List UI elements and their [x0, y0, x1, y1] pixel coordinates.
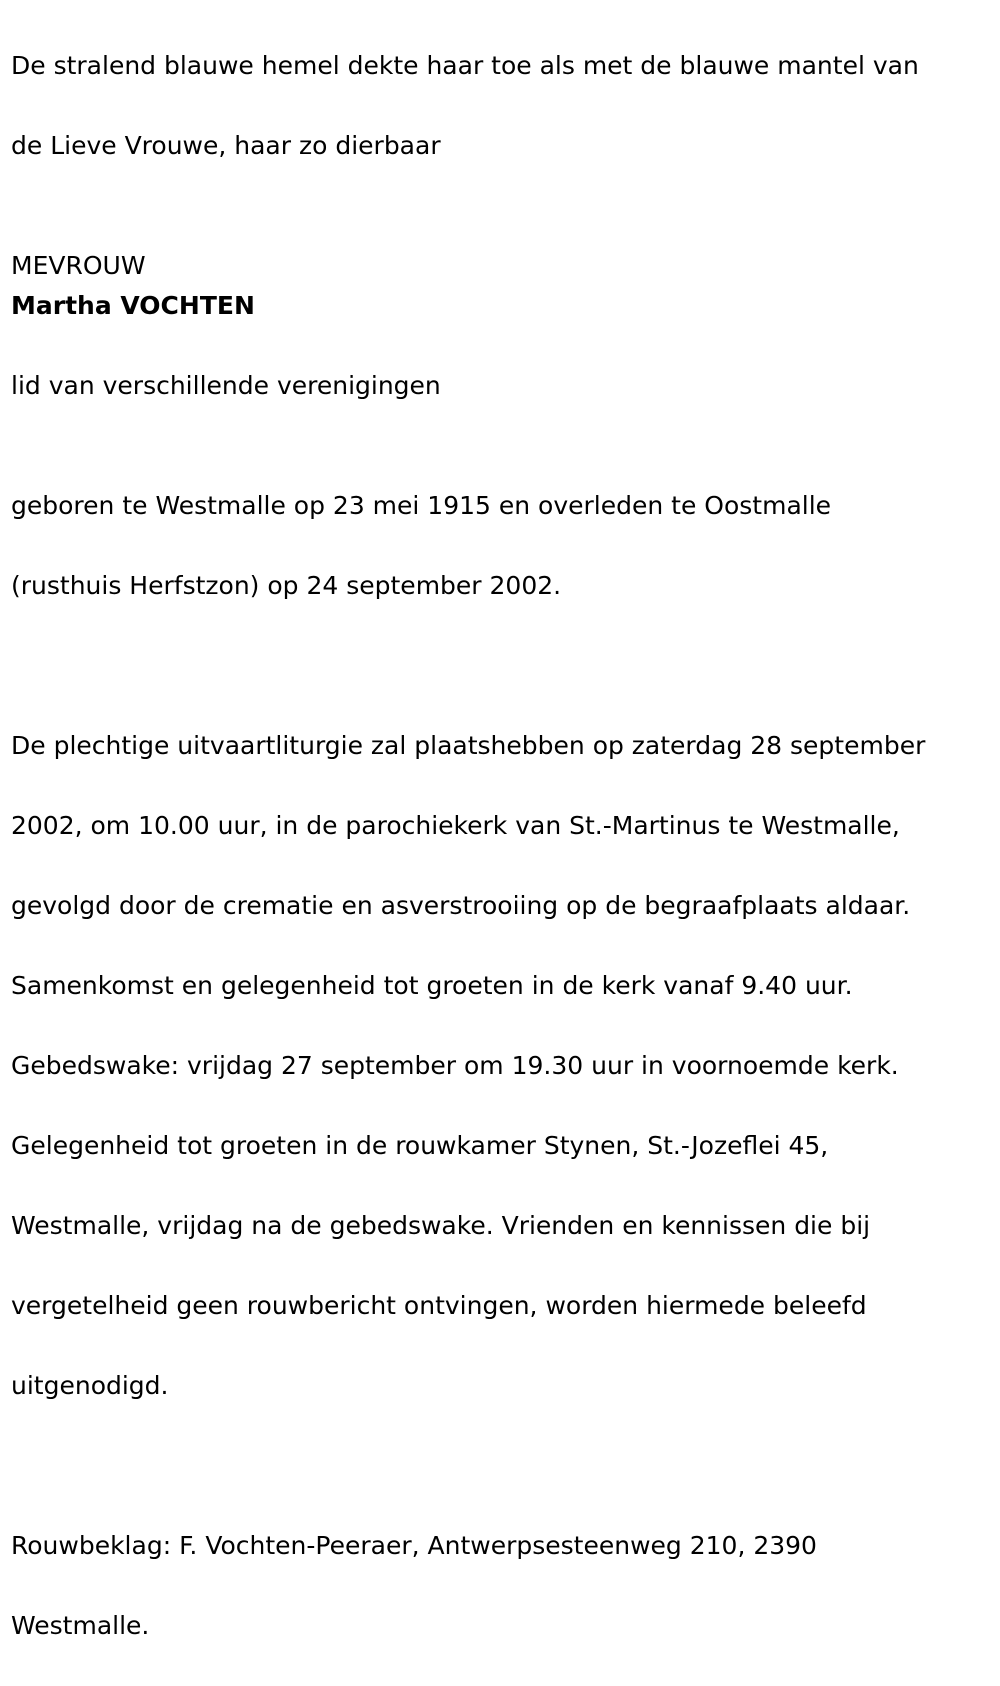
honorific: MEVROUW: [11, 251, 146, 280]
funeral-line: gevolgd door de crematie en asverstrooiing op de begraafplaats aldaar.: [11, 891, 911, 920]
membership-line: lid van verschillende verenigingen: [11, 371, 441, 400]
spacer: [11, 406, 991, 446]
mourning-address-line: Westmalle.: [11, 1611, 150, 1640]
spacer: [11, 206, 991, 246]
birth-death-paragraph: [11, 446, 991, 646]
funeral-line: De plechtige uitvaartliturgie zal plaatshebben op zaterdag 28 september: [11, 731, 926, 760]
funeral-line: Samenkomst en gelegenheid tot groeten in de kerk vanaf 9.40 uur.: [11, 971, 853, 1000]
spacer: [11, 1446, 991, 1486]
obituary-document: [11, 6, 991, 1686]
spacer: [11, 646, 991, 686]
funeral-line: vergetelheid geen rouwbericht ontvingen, worden hiermede beleefd: [11, 1291, 867, 1320]
funeral-line: uitgenodigd.: [11, 1371, 169, 1400]
birth-death-line: (rusthuis Herfstzon) op 24 september 2002.: [11, 571, 562, 600]
mourning-address-line: Rouwbeklag: F. Vochten-Peeraer, Antwerpsesteenweg 210, 2390: [11, 1531, 817, 1560]
deceased-name: Martha VOCHTEN: [11, 291, 255, 320]
mourning-address-paragraph: [11, 1486, 991, 1686]
funeral-paragraph: [11, 686, 991, 1446]
opening-line: De stralend blauwe hemel dekte haar toe als met de blauwe mantel van: [11, 51, 919, 80]
funeral-line: Gebedswake: vrijdag 27 september om 19.30 uur in voornoemde kerk.: [11, 1051, 899, 1080]
funeral-line: Westmalle, vrijdag na de gebedswake. Vrienden en kennissen die bij: [11, 1211, 871, 1240]
opening-verse: [11, 6, 991, 206]
funeral-line: 2002, om 10.00 uur, in de parochiekerk van St.-Martinus te Westmalle,: [11, 811, 900, 840]
opening-line: de Lieve Vrouwe, haar zo dierbaar: [11, 131, 441, 160]
spacer: [11, 326, 991, 366]
birth-death-line: geboren te Westmalle op 23 mei 1915 en overleden te Oostmalle: [11, 491, 832, 520]
funeral-line: Gelegenheid tot groeten in de rouwkamer Stynen, St.-Jozeflei 45,: [11, 1131, 829, 1160]
